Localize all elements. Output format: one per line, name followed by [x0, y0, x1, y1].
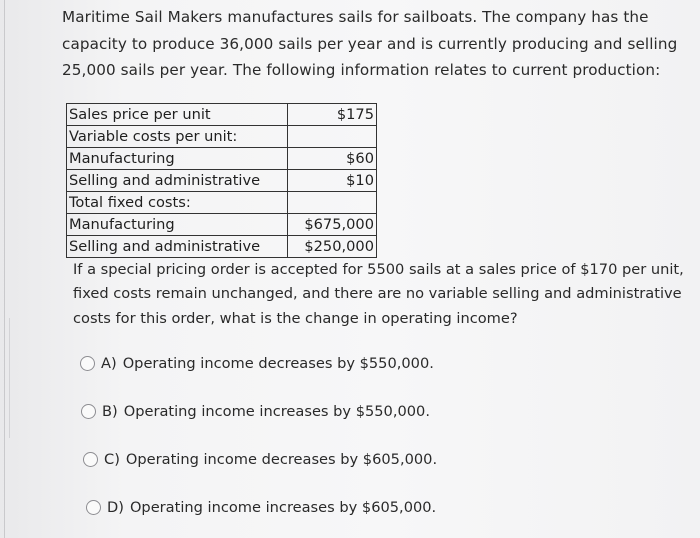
row-label: Selling and administrative: [67, 170, 288, 192]
table-row: [67, 148, 377, 170]
row-value: $175: [288, 104, 377, 126]
row-label: Manufacturing: [67, 214, 288, 236]
row-label: Selling and administrative: [67, 236, 288, 258]
table-row: [67, 236, 377, 258]
row-label: Total fixed costs:: [67, 192, 288, 214]
row-value: [288, 126, 377, 148]
option-text: Operating income increases by $550,000.: [123, 403, 430, 420]
row-value: $60: [288, 148, 377, 170]
option-letter: A): [101, 355, 117, 372]
option-letter: C): [104, 451, 120, 468]
table-row: [67, 214, 377, 236]
radio-button-b[interactable]: [81, 404, 96, 419]
table-row: [67, 170, 377, 192]
radio-button-a[interactable]: [80, 356, 95, 371]
row-value: $10: [288, 170, 377, 192]
row-value: $250,000: [288, 236, 377, 258]
option-text: Operating income decreases by $605,000.: [125, 451, 438, 468]
row-value: [288, 192, 377, 214]
page-edge-line: [4, 0, 5, 538]
table-row: [67, 104, 377, 126]
option-text: Operating income decreases by $550,000.: [122, 355, 434, 372]
option-a[interactable]: [80, 355, 434, 372]
radio-button-d[interactable]: [86, 500, 101, 515]
option-letter: D): [107, 499, 124, 516]
row-label: Sales price per unit: [67, 104, 288, 126]
cost-data-table: [66, 103, 377, 258]
option-letter: B): [102, 403, 118, 420]
option-d[interactable]: [86, 499, 436, 516]
page-edge-line-inner: [9, 318, 10, 438]
table-row: [67, 126, 377, 148]
option-b[interactable]: [81, 403, 430, 420]
row-label: Manufacturing: [67, 148, 288, 170]
question-text: If a special pricing order is accepted for 5500 sails at a sales price of $170 per unit, fixed costs remain unchanged, and there are no variable selling and administrative costs for this order, what is the change in operating income?: [73, 261, 684, 327]
radio-button-c[interactable]: [83, 452, 98, 467]
row-value: $675,000: [288, 214, 377, 236]
row-label: Variable costs per unit:: [67, 126, 288, 148]
option-text: Operating income increases by $605,000.: [129, 499, 437, 516]
problem-intro-text: Maritime Sail Makers manufactures sails for sailboats. The company has the capacity to produce 36,000 sails per year and is currently producing and selling 25,000 sails per year. The following information relates to current production:: [62, 8, 678, 79]
table-row: [67, 192, 377, 214]
option-c[interactable]: [83, 451, 437, 468]
